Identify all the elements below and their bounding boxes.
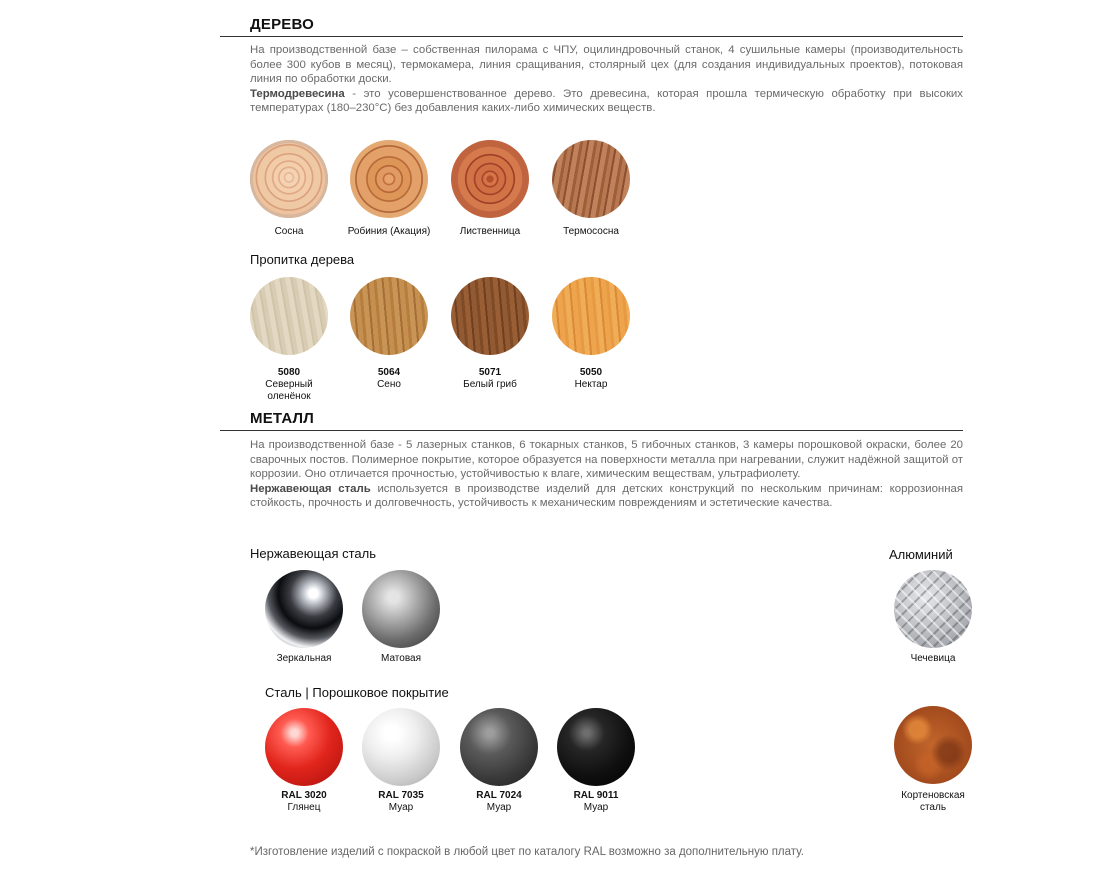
stainless-term: Нержавеющая сталь: [250, 482, 371, 495]
wood-paragraph-1: На производственной базе – собственная пилорама с ЧПУ, оцилиндровочный станок, 4 сушильные камеры (производительность более 300 кубов в месяц), термокамера, линия сращивания, столярный цех (для создания индивидуальных проектов), потоковая линия по обработки доски.: [250, 44, 963, 86]
pine-swatch: [250, 140, 328, 218]
stain-5080-swatch: [250, 277, 328, 355]
stain-5050-swatch: [552, 277, 630, 355]
stain-5050-caption: [531, 367, 651, 391]
aluminium-label: Чечевица: [910, 653, 956, 664]
ral-9011-swatch: [557, 708, 635, 786]
acacia-swatch: [350, 140, 428, 218]
stainless-description: используется в производстве изделий для детских конструкций по нескольким причинам: коррозионная стойкость, прочность и долговечность, устойчивость к механическим повреждениям и эстетические качества.: [250, 482, 963, 510]
pine-label: Сосна: [274, 226, 304, 237]
matte-steel-swatch: [362, 570, 440, 648]
wood-divider: [220, 36, 963, 37]
larch-label: Лиственница: [459, 226, 521, 237]
ral-finish: Глянец: [287, 802, 321, 813]
mirror-steel-label: Зеркальная: [276, 653, 332, 664]
wood-heading: ДЕРЕВО: [250, 16, 315, 33]
ral-9011-caption: [536, 790, 656, 814]
stain-code: 5050: [579, 367, 603, 378]
stain-name: Северный оленёнок: [265, 379, 313, 402]
impregnation-title: Пропитка дерева: [250, 252, 355, 267]
stain-name: Нектар: [574, 379, 608, 390]
wood-description: [250, 43, 963, 116]
ral-code: RAL 3020: [281, 790, 327, 801]
metal-divider: [220, 430, 963, 431]
stain-5064-swatch: [350, 277, 428, 355]
stain-code: 5064: [377, 367, 401, 378]
ral-code: RAL 7035: [378, 790, 424, 801]
stain-code: 5071: [478, 367, 502, 378]
mirror-steel-swatch: [265, 570, 343, 648]
stain-code: 5080: [277, 367, 301, 378]
ral-3020-swatch: [265, 708, 343, 786]
ral-7035-swatch: [362, 708, 440, 786]
aluminium-title: Алюминий: [889, 547, 953, 562]
thermo-pine-label: Термососна: [563, 226, 619, 237]
ral-code: RAL 7024: [476, 790, 522, 801]
ral-finish: Муар: [388, 802, 414, 813]
acacia-label: Робиния (Акация): [347, 226, 431, 237]
thermowood-description: - это усовершенствованное дерево. Это древесина, которая прошла термическую обработку при высоких температурах (180–230°С) без добавления каких-либо химических веществ.: [250, 87, 963, 115]
thermo-pine-swatch: [552, 140, 630, 218]
matte-steel-label: Матовая: [381, 653, 421, 664]
stain-name: Сено: [377, 379, 401, 390]
larch-swatch: [451, 140, 529, 218]
stain-name: Белый гриб: [463, 379, 517, 390]
ral-finish: Муар: [583, 802, 609, 813]
thermowood-term: Термодревесина: [250, 87, 345, 100]
metal-heading: МЕТАЛЛ: [250, 410, 314, 427]
metal-description: [250, 438, 963, 511]
metal-paragraph-1: На производственной базе - 5 лазерных станков, 6 токарных станков, 5 гибочных станков, 3 камеры порошковой окраски, более 20 сварочных постов. Полимерное покрытие, которое образуется на поверхности металла при нагревании, служит надёжной защитой от коррозии. Оно отличается прочностью, устойчивостью к влаге, химическим веществам, ультрафиолету.: [250, 439, 963, 481]
ral-7024-swatch: [460, 708, 538, 786]
aluminium-swatch: [894, 570, 972, 648]
powder-coat-title: Сталь | Порошковое покрытие: [265, 685, 449, 700]
corten-steel-swatch: [894, 706, 972, 784]
stainless-title: Нержавеющая сталь: [250, 546, 376, 561]
corten-steel-label: Кортеновская сталь: [901, 790, 965, 813]
stain-5071-swatch: [451, 277, 529, 355]
ral-finish: Муар: [486, 802, 512, 813]
ral-code: RAL 9011: [573, 790, 619, 801]
footnote: *Изготовление изделий с покраской в любой цвет по каталогу RAL возможно за дополнительную плату.: [250, 846, 804, 858]
